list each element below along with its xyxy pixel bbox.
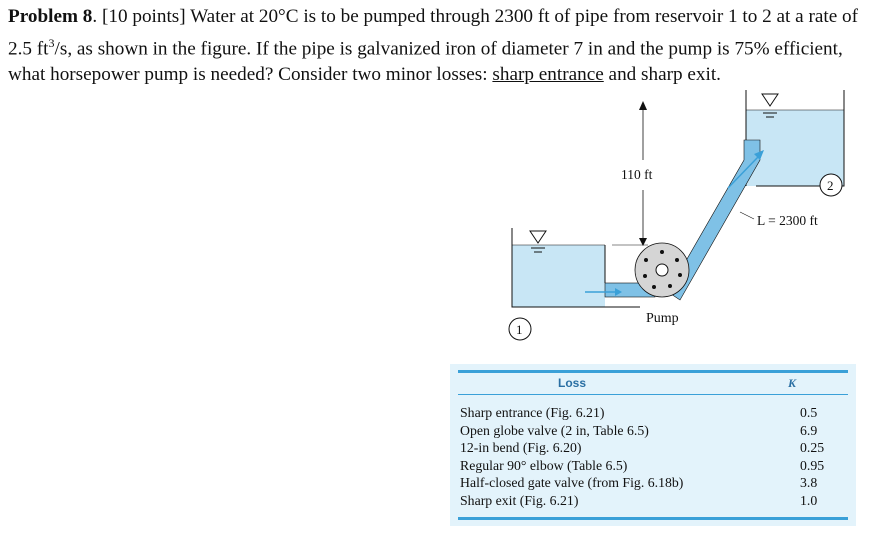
problem-label: Problem 8 [8,6,93,27]
table-top-rule [458,370,848,373]
k-value: 1.0 [800,492,818,508]
k-value: 3.8 [800,475,818,490]
table-header-loss: Loss [558,376,587,390]
table-row [460,457,850,475]
table-rows [460,404,850,509]
loss-name: Sharp entrance (Fig. 6.21) [460,405,605,420]
table-row [460,492,850,510]
k-value: 6.9 [800,422,818,438]
station-1-number: 1 [516,322,523,337]
problem-superscript: 3 [48,36,55,50]
height-label: 110 ft [621,167,653,182]
loss-name: Regular 90° elbow (Table 6.5) [460,457,628,473]
reservoir-1-water [512,245,605,307]
table-row [460,422,850,440]
k-value: 0.25 [800,440,825,455]
pump-icon [635,243,689,297]
table-row [460,474,850,492]
k-value: 0.95 [800,457,825,473]
length-label: L = 2300 ft [757,213,818,228]
problem-text-1: . [10 points] Water at 20°C is to be pumped through 2300 ft of pipe from reservoir 1 to 2 at a rate of 2.5 ft [8,6,859,60]
table-header-rule [458,394,848,395]
station-2-number: 2 [827,178,834,193]
loss-name: 12-in bend (Fig. 6.20) [460,440,582,455]
pump-label: Pump [646,311,679,326]
k-value: 0.5 [800,405,818,420]
table-bottom-rule [458,517,848,520]
minor-loss-table [450,364,856,526]
loss-name: Open globe valve (2 in, Table 6.5) [460,422,649,438]
length-leader [740,212,754,219]
loss-name: Sharp exit (Fig. 6.21) [460,492,579,508]
table-row [460,404,850,422]
problem-text-2: /s, as shown in the figure. If the pipe is galvanized iron of diameter 7 in and the pump is 75% efficient, what horsepower pump is needed? Consider two minor losses: [8,38,843,86]
underlined-phrase: sharp entrance [492,64,604,86]
problem-text-3: and sharp exit. [603,64,721,86]
table-row [460,439,850,457]
table-header-k: K [788,376,797,390]
loss-name: Half-closed gate valve (from Fig. 6.18b) [460,475,684,490]
